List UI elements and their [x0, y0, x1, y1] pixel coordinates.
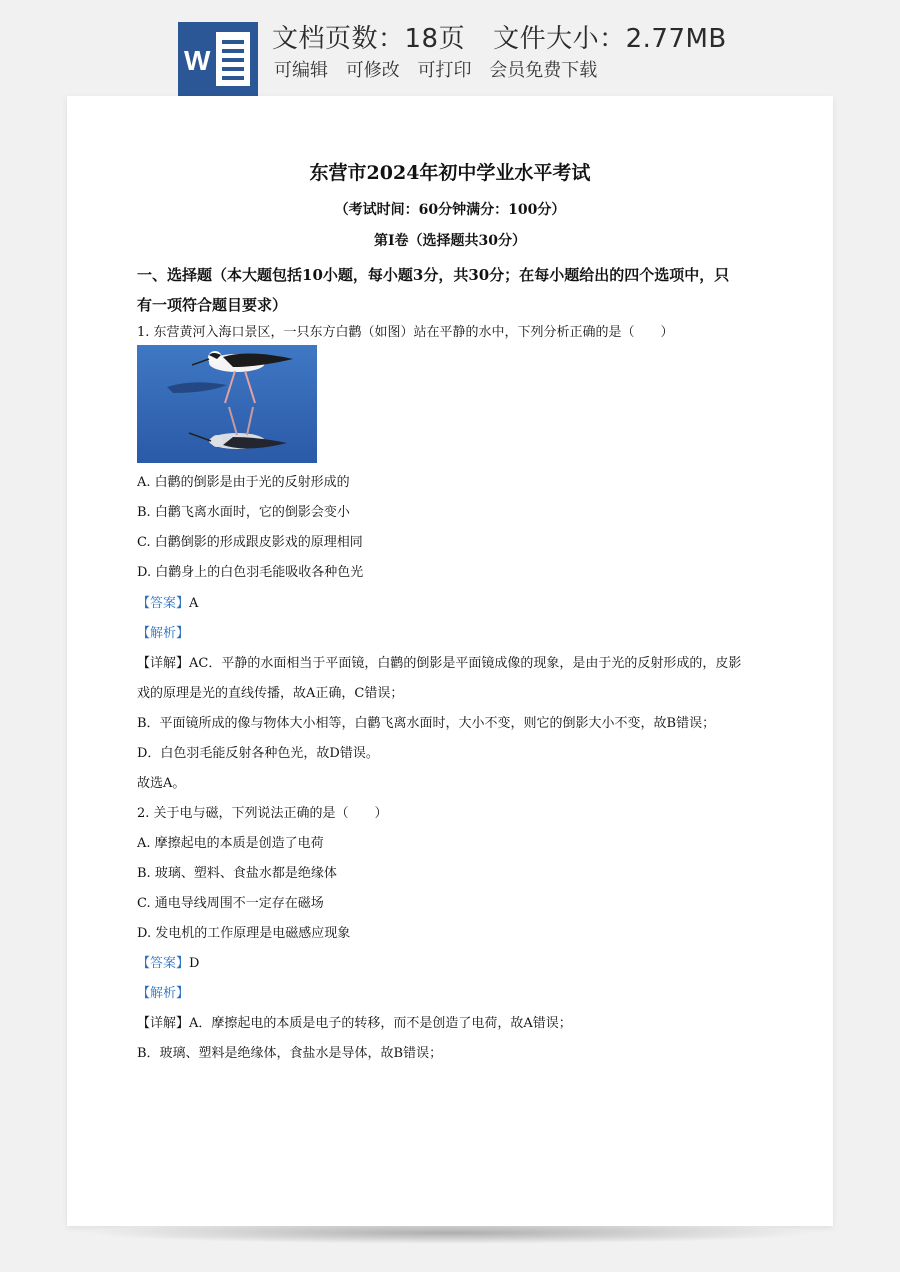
answer-tag: 【答案】	[137, 596, 190, 611]
question-2-option-d: D. 发电机的工作原理是电磁感应现象	[137, 926, 351, 941]
question-1-option-a: A. 白鹳的倒影是由于光的反射形成的	[137, 475, 350, 490]
detail-tag: 【详解】	[137, 1016, 190, 1031]
question-1-detail-line: D．白色羽毛能反射各种色光，故D错误。	[137, 746, 379, 761]
feature-member-download: 会员免费下载	[489, 60, 598, 81]
question-2-stem: 2. 关于电与磁，下列说法正确的是（ ）	[137, 806, 388, 821]
question-1-option-d: D. 白鹳身上的白色羽毛能吸收各种色光	[137, 565, 364, 580]
answer-value: D	[189, 956, 200, 971]
svg-text:W: W	[184, 45, 211, 76]
question-1-conclusion: 故选A。	[137, 776, 186, 791]
detail-text: AC．平静的水面相当于平面镜，白鹳的倒影是平面镜成像的现象，是由于光的反射形成的，皮影	[189, 656, 742, 671]
question-1-stem: 1. 东营黄河入海口景区，一只东方白鹳（如图）站在平静的水中，下列分析正确的是（ ）	[137, 325, 674, 340]
detail-text: A．摩擦起电的本质是电子的转移，而不是创造了电荷，故A错误；	[189, 1016, 572, 1031]
question-1-option-c: C. 白鹳倒影的形成跟皮影戏的原理相同	[137, 535, 363, 550]
question-1-detail-line	[137, 652, 741, 671]
part-heading	[137, 260, 767, 320]
stilt-bird-photo	[137, 345, 317, 463]
question-2-answer	[137, 952, 199, 971]
question-2-detail-line: B．玻璃、塑料是绝缘体，食盐水是导体，故B错误；	[137, 1046, 443, 1061]
question-2-option-c: C. 通电导线周围不一定存在磁场	[137, 896, 324, 911]
question-1-answer	[137, 592, 198, 611]
analysis-tag: 【解析】	[137, 626, 190, 641]
feature-editable: 可编辑	[274, 60, 328, 81]
file-size: 文件大小：2.77MB	[493, 24, 727, 54]
analysis-tag: 【解析】	[137, 986, 190, 1001]
feature-modifiable: 可修改	[345, 60, 400, 81]
exam-subtitle: （考试时间：60分钟满分：100分）	[334, 202, 566, 218]
page-count: 文档页数：18页	[272, 24, 466, 54]
question-2-option-a: A. 摩擦起电的本质是创造了电荷	[137, 836, 324, 851]
question-1-detail-line: B．平面镜所成的像与物体大小相等，白鹳飞离水面时，大小不变，则它的倒影大小不变，故B错误；	[137, 716, 716, 731]
part-heading-line2: 有一项符合题目要求）	[137, 296, 288, 314]
exam-title: 东营市2024年初中学业水平考试	[309, 162, 591, 184]
download-banner	[0, 0, 900, 100]
answer-value: A	[189, 596, 199, 611]
feature-printable: 可打印	[417, 60, 472, 81]
file-info	[272, 18, 727, 55]
word-document-icon	[178, 22, 258, 96]
part-heading-line1: 一、选择题（本大题包括10小题，每小题3分，共30分；在每小题给出的四个选项中，只	[137, 266, 730, 284]
document-page	[67, 96, 833, 1226]
section-heading: 第Ⅰ卷（选择题共30分）	[373, 233, 527, 249]
detail-tag: 【详解】	[137, 656, 190, 671]
answer-tag: 【答案】	[137, 956, 190, 971]
question-1-detail-line: 戏的原理是光的直线传播，故A正确，C错误；	[137, 686, 404, 701]
question-1-option-b: B. 白鹳飞离水面时，它的倒影会变小	[137, 505, 350, 520]
question-2-detail-line	[137, 1012, 572, 1031]
question-1-analysis	[137, 622, 189, 641]
feature-list	[274, 56, 609, 82]
question-2-option-b: B. 玻璃、塑料、食盐水都是绝缘体	[137, 866, 337, 881]
question-2-analysis	[137, 982, 189, 1001]
